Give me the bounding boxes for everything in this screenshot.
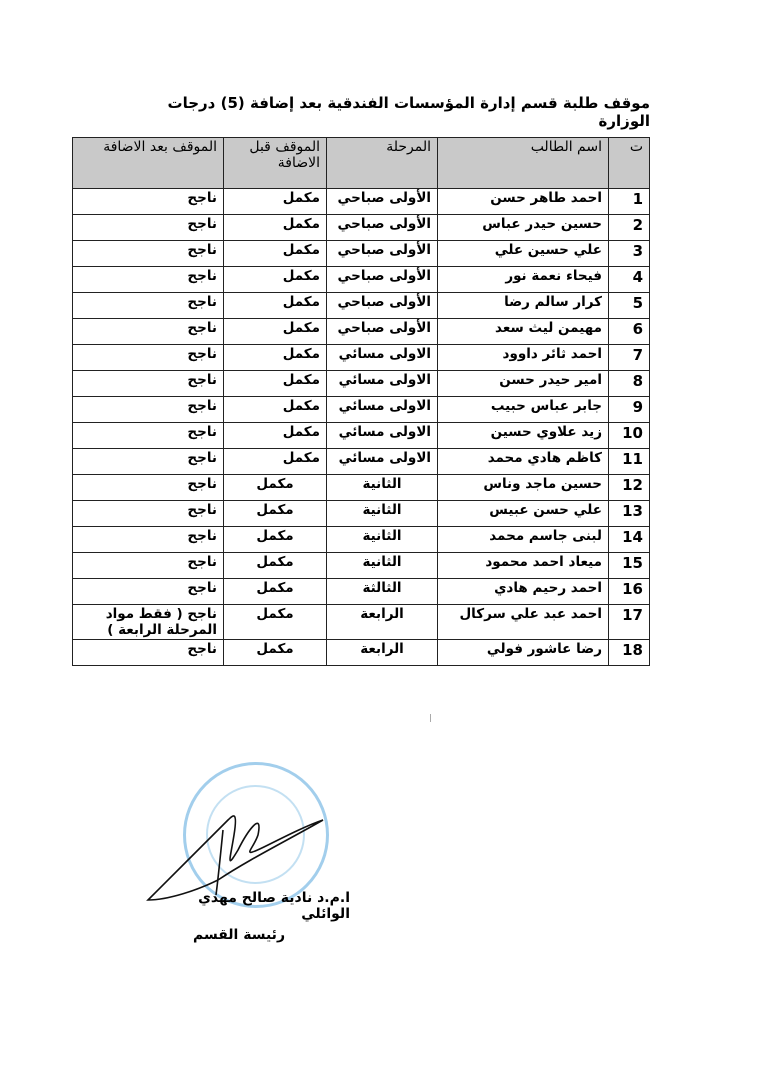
stage-cell: الثانية <box>327 501 438 527</box>
stage-cell: الاولى مسائي <box>327 397 438 423</box>
stage-cell: الرابعة <box>327 640 438 666</box>
status-before-cell: مكمل <box>224 267 327 293</box>
stage-cell: الثانية <box>327 527 438 553</box>
student-name-cell: رضا عاشور فولي <box>438 640 609 666</box>
status-before-cell: مكمل <box>224 215 327 241</box>
status-before-cell: مكمل <box>224 553 327 579</box>
status-after-cell: ناجح <box>73 267 224 293</box>
status-after-cell: ناجح <box>73 527 224 553</box>
stage-cell: الاولى مسائي <box>327 345 438 371</box>
student-name-cell: جابر عباس حبيب <box>438 397 609 423</box>
stage-cell: الثانية <box>327 475 438 501</box>
table-row <box>73 371 650 397</box>
row-number-cell: 3 <box>609 241 650 267</box>
col-header-status-before: الموقف قبل الاضافة <box>224 138 327 189</box>
table-row <box>73 189 650 215</box>
status-before-cell: مكمل <box>224 423 327 449</box>
status-after-cell: ناجح <box>73 189 224 215</box>
row-number-cell: 10 <box>609 423 650 449</box>
row-number-cell: 14 <box>609 527 650 553</box>
status-before-cell: مكمل <box>224 579 327 605</box>
stage-cell: الأولى صباحي <box>327 293 438 319</box>
table-row <box>73 345 650 371</box>
status-after-cell: ناجح <box>73 345 224 371</box>
student-name-cell: مهيمن ليث سعد <box>438 319 609 345</box>
student-name-cell: ميعاد احمد محمود <box>438 553 609 579</box>
status-after-cell: ناجح <box>73 579 224 605</box>
row-number-cell: 1 <box>609 189 650 215</box>
table-row <box>73 605 650 640</box>
stage-cell: الثانية <box>327 553 438 579</box>
status-before-cell: مكمل <box>224 640 327 666</box>
status-before-cell: مكمل <box>224 371 327 397</box>
status-after-cell: ناجح <box>73 371 224 397</box>
table-row <box>73 640 650 666</box>
signatory-role: رئيسة القسم <box>193 927 285 943</box>
student-name-cell: احمد رحيم هادي <box>438 579 609 605</box>
status-before-cell: مكمل <box>224 475 327 501</box>
stage-cell: الأولى صباحي <box>327 241 438 267</box>
student-name-cell: زيد علاوي حسين <box>438 423 609 449</box>
table-row <box>73 241 650 267</box>
status-after-cell: ناجح <box>73 241 224 267</box>
scan-speck <box>430 714 431 722</box>
table-row <box>73 267 650 293</box>
stage-cell: الاولى مسائي <box>327 449 438 475</box>
status-after-cell: ناجح <box>73 319 224 345</box>
row-number-cell: 12 <box>609 475 650 501</box>
status-after-cell: ناجح <box>73 449 224 475</box>
student-name-cell: علي حسين علي <box>438 241 609 267</box>
status-after-cell: ناجح <box>73 501 224 527</box>
row-number-cell: 17 <box>609 605 650 640</box>
row-number-cell: 2 <box>609 215 650 241</box>
stage-cell: الثالثة <box>327 579 438 605</box>
row-number-cell: 8 <box>609 371 650 397</box>
table-row <box>73 423 650 449</box>
row-number-cell: 11 <box>609 449 650 475</box>
student-name-cell: حسين ماجد وناس <box>438 475 609 501</box>
row-number-cell: 16 <box>609 579 650 605</box>
student-name-cell: علي حسن عبيس <box>438 501 609 527</box>
stage-cell: الأولى صباحي <box>327 319 438 345</box>
status-before-cell: مكمل <box>224 241 327 267</box>
row-number-cell: 6 <box>609 319 650 345</box>
status-before-cell: مكمل <box>224 449 327 475</box>
table-row <box>73 215 650 241</box>
stage-cell: الرابعة <box>327 605 438 640</box>
student-name-cell: حسين حيدر عباس <box>438 215 609 241</box>
document-title: موقف طلبة قسم إدارة المؤسسات الفندقية بعد إضافة (5) درجات الوزارة <box>167 94 650 130</box>
status-after-cell: ناجح <box>73 293 224 319</box>
status-before-cell: مكمل <box>224 605 327 640</box>
students-table <box>72 137 650 666</box>
table-header-row <box>73 138 650 189</box>
signatory-name: ا.م.د نادية صالح مهدي الوائلي <box>198 890 350 922</box>
col-header-status-after: الموقف بعد الاضافة <box>73 138 224 189</box>
row-number-cell: 18 <box>609 640 650 666</box>
table-row <box>73 501 650 527</box>
status-before-cell: مكمل <box>224 501 327 527</box>
status-after-cell: ناجح <box>73 553 224 579</box>
table-row <box>73 579 650 605</box>
status-after-cell: ناجح <box>73 475 224 501</box>
status-after-cell: ناجح <box>73 423 224 449</box>
student-name-cell: احمد طاهر حسن <box>438 189 609 215</box>
status-after-cell: ناجح <box>73 215 224 241</box>
stage-cell: الأولى صباحي <box>327 189 438 215</box>
row-number-cell: 5 <box>609 293 650 319</box>
table-row <box>73 449 650 475</box>
stage-cell: الأولى صباحي <box>327 267 438 293</box>
student-name-cell: كاظم هادي محمد <box>438 449 609 475</box>
col-header-name: اسم الطالب <box>438 138 609 189</box>
row-number-cell: 9 <box>609 397 650 423</box>
student-name-cell: امير حيدر حسن <box>438 371 609 397</box>
status-before-cell: مكمل <box>224 189 327 215</box>
row-number-cell: 7 <box>609 345 650 371</box>
status-after-cell: ناجح <box>73 640 224 666</box>
status-before-cell: مكمل <box>224 527 327 553</box>
status-after-cell: ناجح <box>73 397 224 423</box>
table-row <box>73 527 650 553</box>
status-before-cell: مكمل <box>224 293 327 319</box>
table-row <box>73 397 650 423</box>
status-before-cell: مكمل <box>224 319 327 345</box>
row-number-cell: 15 <box>609 553 650 579</box>
student-name-cell: كرار سالم رضا <box>438 293 609 319</box>
row-number-cell: 4 <box>609 267 650 293</box>
status-before-cell: مكمل <box>224 345 327 371</box>
col-header-number: ت <box>609 138 650 189</box>
table-row <box>73 293 650 319</box>
col-header-stage: المرحلة <box>327 138 438 189</box>
student-name-cell: فيحاء نعمة نور <box>438 267 609 293</box>
stage-cell: الاولى مسائي <box>327 371 438 397</box>
status-after-cell: ناجح ( فقط مواد المرحلة الرابعة ) <box>73 605 224 640</box>
table-row <box>73 553 650 579</box>
stage-cell: الاولى مسائي <box>327 423 438 449</box>
status-before-cell: مكمل <box>224 397 327 423</box>
table-row <box>73 475 650 501</box>
row-number-cell: 13 <box>609 501 650 527</box>
table-row <box>73 319 650 345</box>
student-name-cell: لبنى جاسم محمد <box>438 527 609 553</box>
stage-cell: الأولى صباحي <box>327 215 438 241</box>
student-name-cell: احمد ثائر داوود <box>438 345 609 371</box>
student-name-cell: احمد عبد علي سركال <box>438 605 609 640</box>
